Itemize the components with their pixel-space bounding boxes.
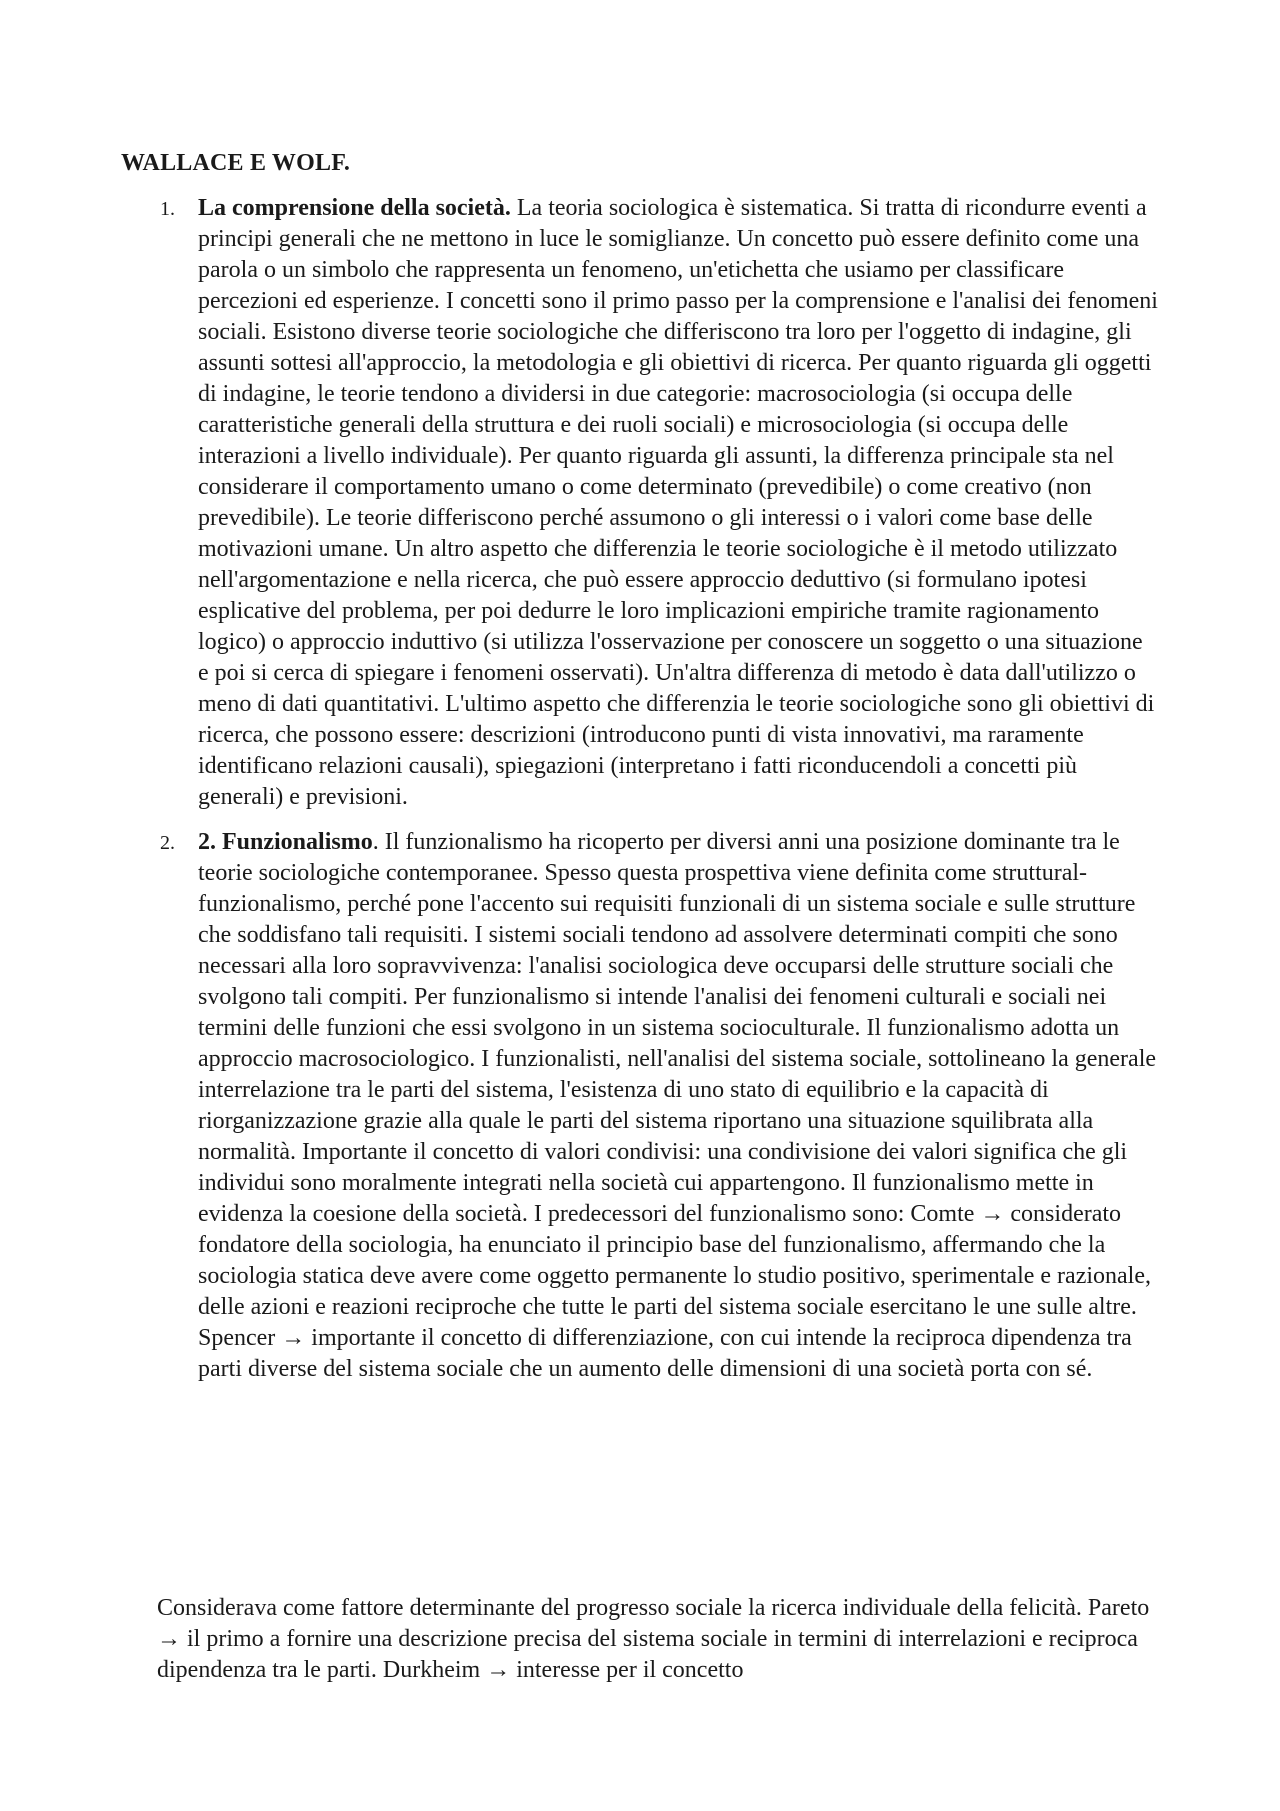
- list-item-text: La teoria sociologica è sistematica. Si tratta di ricondurre eventi a principi generali che ne mettono in luce le somiglianze. Un concetto può essere definito come una parola o un simbolo che rappresenta un fenomeno, un'etichetta che usiamo per classificare percezioni ed esperienze. I concetti sono il primo passo per la comprensione e l'analisi dei fenomeni sociali. Esistono diverse teorie sociologiche che differiscono tra loro per l'oggetto di indagine, gli assunti sottesi all'approccio, la metodologia e gli obiettivi di ricerca. Per quanto riguarda gli oggetti di indagine, le teorie tendono a dividersi in due categorie: macrosociologia (si occupa delle caratteristiche generali della struttura e dei ruoli sociali) e microsociologia (si occupa delle interazioni a livello individuale). Per quanto riguarda gli assunti, la differenza principale sta nel considerare il comportamento umano o come determinato (prevedibile) o come creativo (non prevedibile). Le teorie differiscono perché assumono o gli interessi o i valori come base delle motivazioni umane. Un altro aspetto che differenzia le teorie sociologiche è il metodo utilizzato nell'argomentazione e nella ricerca, che può essere approccio deduttivo (si formulano ipotesi esplicative del problema, per poi dedurre le loro implicazioni empiriche tramite ragionamento logico) o approccio induttivo (si utilizza l'osservazione per conoscere un soggetto o una situazione e poi si cerca di spiegare i fenomeni osservati). Un'altra differenza di metodo è data dall'utilizzo o meno di dati quantitativi. L'ultimo aspetto che differenzia le teorie sociologiche sono gli obiettivi di ricerca, che possono essere: descrizioni (introducono punti di vista innovativi, ma raramente identificano relazioni causali), spiegazioni (interpretano i fatti riconducendoli a concetti più generali) e previsioni.: [198, 195, 1158, 810]
- list-item-heading: La comprensione della società.: [198, 195, 511, 221]
- document-title: WALLACE E WOLF.: [121, 150, 351, 176]
- list-item-number: 1.: [160, 198, 175, 220]
- list-item-number: 2.: [160, 832, 175, 854]
- list-item-text: . Il funzionalismo ha ricoperto per diversi anni una posizione dominante tra le teorie sociologiche contemporanee. Spesso questa prospettiva viene definita come struttural-funzionalismo, perché pone l'accento sui requisiti funzionali di un sistema sociale e sulle strutture che soddisfano tali requisiti. I sistemi sociali tendono ad assolvere determinati compiti che sono necessari alla loro sopravvivenza: l'analisi sociologica deve occuparsi delle strutture sociali che svolgono tali compiti. Per funzionalismo si intende l'analisi dei fenomeni culturali e sociali nei termini delle funzioni che essi svolgono in un sistema socioculturale. Il funzionalismo adotta un approccio macrosociologico. I funzionalisti, nell'analisi del sistema sociale, sottolineano la generale interrelazione tra le parti del sistema, l'esistenza di uno stato di equilibrio e la capacità di riorganizzazione grazie alla quale le parti del sistema riportano una situazione squilibrata alla normalità. Importante il concetto di valori condivisi: una condivisione dei valori significa che gli individui sono moralmente integrati nella società cui appartengono. Il funzionalismo mette in evidenza la coesione della società. I predecessori del funzionalismo sono: Comte → considerato fondatore della sociologia, ha enunciato il principio base del funzionalismo, affermando che la sociologia statica deve avere come oggetto permanente lo studio positivo, sperimentale e razionale, delle azioni e reazioni reciproche che tutte le parti del sistema sociale esercitano le une sulle altre. Spencer → importante il concetto di differenziazione, con cui intende la reciproca dipendenza tra parti diverse del sistema sociale che un aumento delle dimensioni di una società porta con sé.: [198, 829, 1157, 1382]
- list-item-funzionalismo: [160, 827, 1158, 1385]
- continuation-paragraph: Considerava come fattore determinante del progresso sociale la ricerca individuale della felicità. Pareto → il primo a fornire una descrizione precisa del sistema sociale in termini di interrelazioni e reciproca dipendenza tra le parti. Durkheim → interesse per il concetto: [157, 1595, 1150, 1683]
- list-item-heading: 2. Funzionalismo: [198, 829, 373, 855]
- numbered-list: [160, 193, 1158, 1399]
- list-item-comprensione: [160, 193, 1158, 813]
